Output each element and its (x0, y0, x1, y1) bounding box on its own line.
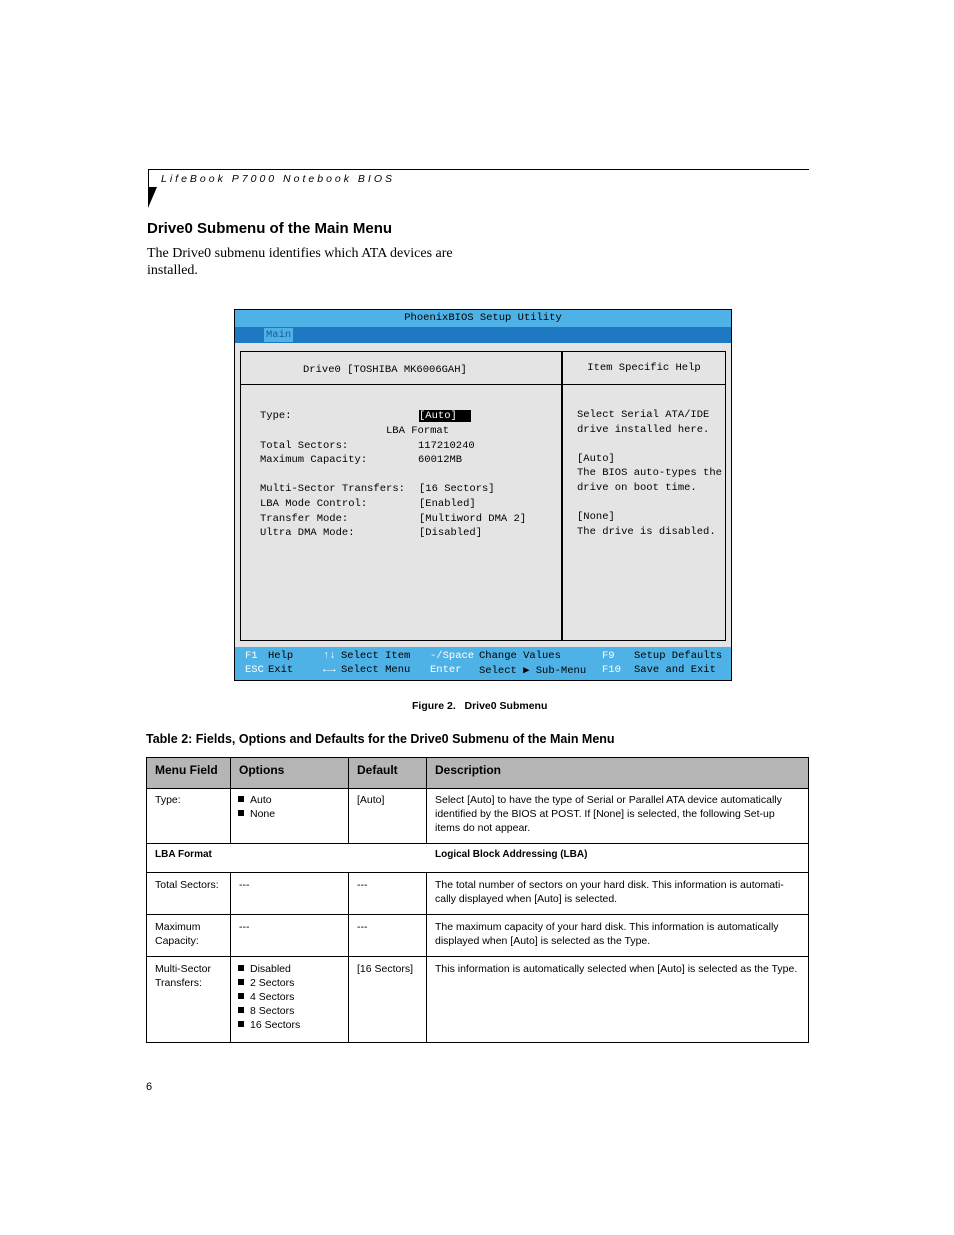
bios-help-line: The BIOS auto-types the (577, 467, 722, 479)
table-header-cell: Menu Field (155, 763, 218, 777)
key-left-right-label: Select Menu (341, 664, 411, 676)
bullet-square-icon (238, 979, 244, 985)
table-rule (230, 757, 231, 844)
bios-drive-header (241, 352, 561, 385)
option-item: 4 Sectors (238, 990, 294, 1004)
bullet-square-icon (238, 1007, 244, 1013)
bios-lba-format: LBA Format (386, 425, 450, 437)
table-cell-field: Total Sectors: (155, 879, 219, 891)
figure-caption: Figure 2. Drive0 Submenu (412, 700, 548, 712)
bios-field-label-type: Type: (260, 410, 292, 422)
table-cell-field: LBA Format (155, 849, 212, 860)
bios-field-label-multi-sector: Multi-Sector Transfers: (260, 483, 405, 495)
table-header-cell: Default (357, 763, 398, 777)
table-cell-default: --- (357, 921, 368, 933)
bullet-square-icon (238, 810, 244, 816)
bios-field-value-max-capacity: 60012MB (418, 454, 463, 466)
key-f10-label: Save and Exit (634, 664, 716, 676)
bios-help-line: [Auto] (577, 453, 615, 465)
option-item: Disabled (238, 962, 291, 976)
table-rule (426, 872, 427, 1043)
option-item: 2 Sectors (238, 976, 294, 990)
bios-help-panel (562, 351, 726, 641)
key-f9-label: Setup Defaults (634, 650, 723, 662)
table-rule (146, 914, 809, 915)
bios-title-bar: PhoenixBIOS Setup Utility (235, 310, 731, 327)
bullet-square-icon (238, 1021, 244, 1027)
intro-line: The Drive0 submenu identifies which ATA devices are (147, 246, 453, 261)
table-rule (348, 757, 349, 844)
options-table (146, 757, 809, 1043)
table-rule (348, 872, 349, 1043)
bullet-square-icon (238, 965, 244, 971)
bios-tab-main[interactable]: Main (266, 329, 292, 341)
header-rule (148, 169, 809, 170)
option-item: 16 Sectors (238, 1018, 300, 1032)
bios-field-label-ultra-dma: Ultra DMA Mode: (260, 527, 355, 539)
table-cell-options: --- (239, 921, 250, 933)
table-header-cell: Description (435, 763, 502, 777)
bios-help-line: Select Serial ATA/IDE (577, 409, 710, 421)
table-caption: Table 2: Fields, Options and Defaults for the Drive0 Submenu of the Main Menu (146, 732, 615, 746)
running-header-title: LifeBook P7000 Notebook BIOS (161, 173, 396, 185)
intro-paragraph (147, 245, 467, 279)
table-header-cell: Options (239, 763, 285, 777)
bios-menu-bar (235, 327, 731, 343)
table-rule (426, 757, 427, 844)
table-cell-field: Type: (155, 794, 181, 806)
bios-field-value-type[interactable]: [Auto] (419, 410, 471, 422)
table-cell-default: [16 Sectors] (357, 963, 414, 975)
page-number: 6 (146, 1081, 153, 1093)
bios-help-title: Item Specific Help (587, 362, 701, 374)
table-cell-description: The total number of sectors on your hard disk. This information is automati- cally displayed when [Auto] is selected. (435, 879, 784, 905)
table-cell-field: Maximum Capacity: (155, 921, 201, 947)
table-cell-description: Logical Block Addressing (LBA) (435, 849, 588, 860)
key-f1: F1 (245, 650, 258, 662)
table-rule (146, 872, 809, 873)
bios-status-bar (235, 647, 731, 680)
intro-line: installed. (147, 263, 198, 278)
table-rule (146, 1042, 809, 1043)
table-rule (146, 843, 809, 844)
option-item: 8 Sectors (238, 1004, 294, 1018)
bios-field-label-total-sectors: Total Sectors: (260, 440, 349, 452)
bios-field-label-transfer-mode: Transfer Mode: (260, 513, 349, 525)
bios-settings-panel (240, 351, 562, 641)
header-vertical-rule (148, 169, 149, 189)
key-f9: F9 (602, 650, 615, 662)
key-esc-label: Exit (268, 664, 294, 676)
bios-help-line: The drive is disabled. (577, 526, 716, 538)
option-item: None (238, 807, 275, 821)
bios-field-value-lba-mode[interactable]: [Enabled] (419, 498, 476, 510)
table-rule (146, 956, 809, 957)
table-cell-description: This information is automatically selected when [Auto] is selected as the Type. (435, 963, 798, 975)
key-space-label: Change Values (479, 650, 561, 662)
key-up-down: ↑↓ (323, 650, 336, 662)
key-f10: F10 (602, 664, 621, 676)
option-item: Auto (238, 793, 272, 807)
bios-field-value-transfer-mode[interactable]: [Multiword DMA 2] (419, 513, 527, 525)
table-cell-default: --- (357, 879, 368, 891)
key-enter: Enter (430, 664, 462, 676)
bios-drive-heading: Drive0 [TOSHIBA MK6006GAH] (303, 364, 467, 376)
key-enter-label: Select ▶ Sub-Menu (479, 665, 587, 677)
bios-screenshot (234, 309, 732, 681)
table-cell-default: [Auto] (357, 794, 385, 806)
key-esc: ESC (245, 664, 264, 676)
table-cell-options: --- (239, 879, 250, 891)
header-wedge (148, 187, 157, 208)
key-space: -/Space (430, 650, 475, 662)
bios-help-header (563, 352, 725, 385)
table-cell-description: The maximum capacity of your hard disk. This information is automatically displayed when [Auto] is selected as the Type. (435, 921, 779, 947)
table-rule (146, 788, 809, 789)
bios-field-value-ultra-dma[interactable]: [Disabled] (419, 527, 483, 539)
key-f1-label: Help (268, 650, 294, 662)
table-rule (808, 757, 809, 1043)
bullet-square-icon (238, 993, 244, 999)
bullet-square-icon (238, 796, 244, 802)
bios-help-line: drive installed here. (577, 424, 710, 436)
table-rule (146, 757, 147, 1043)
table-cell-description: Select [Auto] to have the type of Serial or Parallel ATA device automatically identified by the BIOS at POST. If [None] is selected, the following Set-up items do not appear. (435, 794, 782, 834)
key-left-right: ←→ (323, 664, 336, 676)
table-cell-field: Multi-Sector Transfers: (155, 963, 212, 989)
bios-help-line: [None] (577, 511, 615, 523)
bios-field-label-max-capacity: Maximum Capacity: (260, 454, 368, 466)
bios-field-label-lba-mode: LBA Mode Control: (260, 498, 368, 510)
bios-field-value-multi-sector[interactable]: [16 Sectors] (419, 483, 495, 495)
bios-help-line: drive on boot time. (577, 482, 697, 494)
table-rule (146, 757, 809, 758)
key-up-down-label: Select Item (341, 650, 411, 662)
section-title: Drive0 Submenu of the Main Menu (147, 220, 393, 237)
bios-field-value-total-sectors: 117210240 (418, 440, 475, 452)
table-rule (230, 872, 231, 1043)
